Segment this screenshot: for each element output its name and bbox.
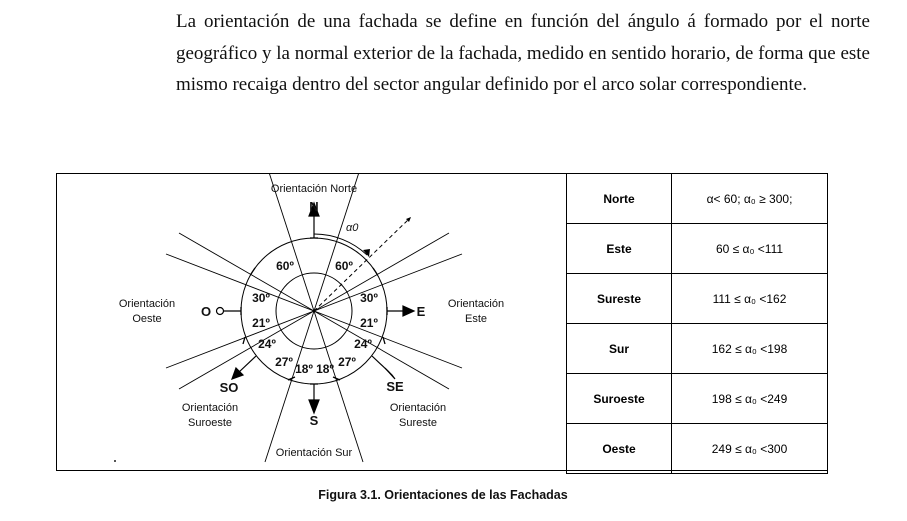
row-range: 60 ≤ α₀ <111 xyxy=(672,224,828,274)
label-orientacion-sur: Orientación Sur xyxy=(275,447,353,459)
label-este-2: Este xyxy=(464,313,488,325)
table-row xyxy=(567,224,828,274)
row-name: Sureste xyxy=(567,274,672,324)
deg-east-lower: 21º xyxy=(360,316,378,330)
deg-southeast-outer: 24º xyxy=(354,337,372,351)
deg-north-left: 60º xyxy=(276,259,294,273)
row-name: Oeste xyxy=(567,424,672,474)
table-row xyxy=(567,174,828,224)
deg-southwest-inner: 27º xyxy=(275,355,293,369)
row-name: Este xyxy=(567,224,672,274)
dir-e: E xyxy=(416,304,426,319)
table-row xyxy=(567,424,828,474)
dir-se: SE xyxy=(386,379,404,394)
deg-west-lower: 21º xyxy=(252,316,270,330)
row-range: 111 ≤ α₀ <162 xyxy=(672,274,828,324)
deg-southeast-inner: 27º xyxy=(338,355,356,369)
label-suroeste-2: Suroeste xyxy=(187,417,233,429)
deg-southwest-outer: 24º xyxy=(258,337,276,351)
table-row xyxy=(567,374,828,424)
row-name: Sur xyxy=(567,324,672,374)
dir-so: SO xyxy=(219,380,239,395)
southwest-arrow xyxy=(238,356,256,373)
body-paragraph: La orientación de una fachada se define en función del ángulo á formado por el norte geográfico y la normal exterior de la fachada, medido en sentido horario, de forma que este mismo recaiga dentro del sector angular definido por el arco solar correspondiente. xyxy=(176,11,870,95)
deg-south-right: 18º xyxy=(316,362,334,376)
west-arrow-tail xyxy=(217,308,224,315)
label-este-1: Orientación xyxy=(447,298,505,310)
deg-east-upper: 30º xyxy=(360,291,378,305)
label-orientacion-norte: Orientación Norte xyxy=(270,183,358,195)
row-range: 198 ≤ α₀ <249 xyxy=(672,374,828,424)
dir-o: O xyxy=(200,304,212,319)
table-row xyxy=(567,274,828,324)
alpha-label: α0 xyxy=(346,222,359,234)
label-sureste-1: Orientación xyxy=(389,402,447,414)
label-sureste-2: Sureste xyxy=(399,417,437,429)
row-range: 162 ≤ α₀ <198 xyxy=(672,324,828,374)
orientation-diagram xyxy=(56,173,566,471)
label-oeste-1: Orientación xyxy=(118,298,176,310)
row-range: 249 ≤ α₀ <300 xyxy=(672,424,828,474)
label-suroeste-1: Orientación xyxy=(181,402,239,414)
deg-south-left: 18º xyxy=(295,362,313,376)
alpha-arc xyxy=(314,234,367,255)
row-range: α< 60; α₀ ≥ 300; xyxy=(672,174,828,224)
table-row xyxy=(567,324,828,374)
dir-s: S xyxy=(309,413,319,428)
deg-north-right: 60º xyxy=(335,259,353,273)
figure-caption: Figura 3.1. Orientaciones de las Fachadas xyxy=(318,488,568,502)
stray-dot xyxy=(114,460,116,462)
deg-west-upper: 30º xyxy=(252,291,270,305)
dir-n: N xyxy=(309,199,319,214)
row-name: Suroeste xyxy=(567,374,672,424)
row-name: Norte xyxy=(567,174,672,224)
orientation-table xyxy=(566,173,828,474)
label-oeste-2: Oeste xyxy=(132,313,162,325)
